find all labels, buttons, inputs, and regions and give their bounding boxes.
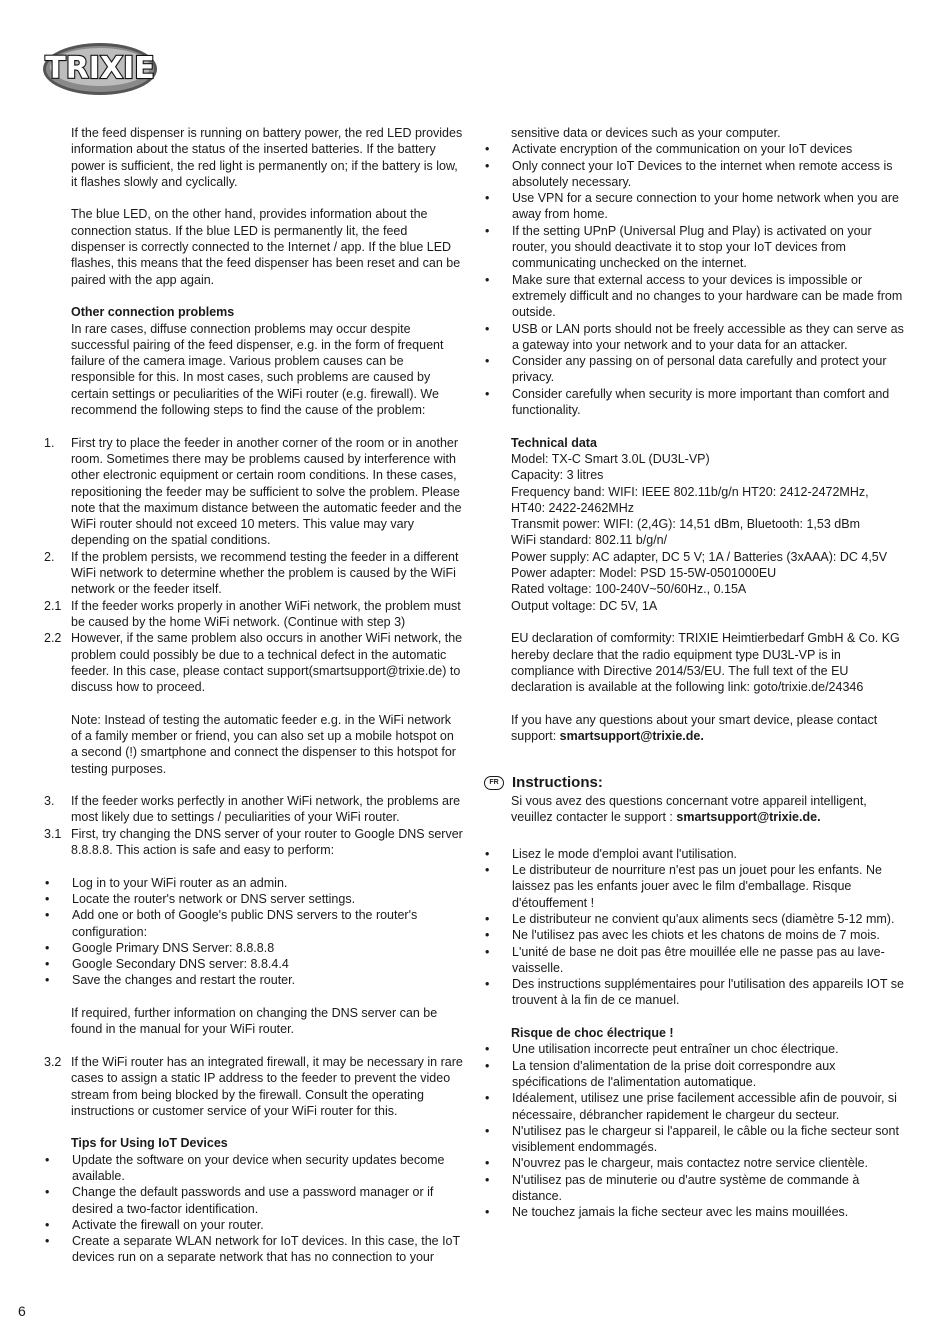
bullet-item	[484, 1090, 906, 1123]
bullet-text: N'utilisez pas le chargeur si l'appareil, le câble ou la fiche secteur sont visiblement endommagés.	[512, 1123, 899, 1155]
step-text: If the WiFi router has an integrated firewall, it may be necessary in rare cases to assign a static IP address to the feeder to prevent the video stream from being blocked by the firewall. Consult the operating instructions or customer service of your WiFi router for this.	[71, 1054, 463, 1118]
bullet-item	[44, 956, 464, 972]
logo-text: TRIXIE	[45, 51, 155, 86]
bullet-text: Activate encryption of the communication on your IoT devices	[512, 142, 853, 157]
bullet-item	[44, 891, 464, 907]
bullet-text: N'utilisez pas de minuterie ou d'autre système de commande à distance.	[512, 1172, 860, 1203]
bullet-item	[44, 907, 464, 940]
bullet-text: La tension d'alimentation de la prise doit correspondre aux spécifications de l'alimentation automatique.	[512, 1058, 836, 1089]
iot-bullet-list-right	[484, 141, 906, 418]
technical-data-list	[511, 451, 906, 614]
bullet-marker: •	[485, 191, 490, 206]
step-number: 1.	[44, 435, 55, 450]
dns-info-paragraph: If required, further information on changing the DNS server can be found in the manual for your WiFi router.	[71, 1006, 438, 1037]
bullet-item	[44, 972, 464, 988]
step-number: 2.	[44, 549, 55, 564]
bullet-marker: •	[485, 1042, 490, 1057]
step-item	[44, 793, 464, 826]
bullet-text: Log in to your WiFi router as an admin.	[72, 875, 288, 890]
bullet-text: Use VPN for a secure connection to your home network when you are away from home.	[512, 191, 900, 222]
bullet-text: Activate the firewall on your router.	[72, 1217, 264, 1232]
tech-data-line: Rated voltage: 100-240V~50/60Hz., 0.15A	[511, 582, 747, 597]
tech-data-line: Model: TX-C Smart 3.0L (DU3L-VP)	[511, 451, 710, 466]
bullet-text: Change the default passwords and use a password manager or if desired a two-factor identification.	[72, 1185, 434, 1216]
tech-data-line: WiFi standard: 802.11 b/g/n/	[511, 533, 668, 548]
tech-data-line: Power supply: AC adapter, DC 5 V; 1A / Batteries (3xAAA): DC 4,5V	[511, 549, 888, 564]
right-column	[484, 125, 906, 1221]
bullet-text: Idéalement, utilisez une prise facilement accessible afin de pouvoir, si nécessaire, débrancher rapidement le chargeur du secteur.	[512, 1091, 897, 1122]
bullet-marker: •	[485, 1156, 490, 1171]
bullet-marker: •	[485, 1172, 490, 1187]
bullet-marker: •	[45, 891, 50, 906]
iot-bullet-list-left	[44, 1152, 464, 1266]
step-number: 2.2	[44, 631, 62, 646]
bullet-text: L'unité de base ne doit pas être mouillée elle ne passe pas au lave-vaisselle.	[512, 944, 885, 975]
bullet-text: Only connect your IoT Devices to the internet when remote access is absolutely necessary.	[512, 158, 893, 189]
bullet-text: Save the changes and restart the router.	[72, 973, 296, 988]
questions-text: If you have any questions about your smart device, please contact support:	[511, 712, 878, 743]
tech-data-line: Power adapter: Model: PSD 15-5W-0501000EU	[511, 566, 777, 581]
bullet-text: N'ouvrez pas le chargeur, mais contactez notre service clientèle.	[512, 1156, 869, 1171]
fr-instructions-heading	[484, 775, 906, 791]
bullet-marker: •	[485, 977, 490, 992]
bullet-item	[484, 386, 906, 419]
fr-language-badge: FR	[484, 776, 504, 790]
bullet-text: Consider any passing on of personal data carefully and protect your privacy.	[512, 354, 887, 385]
tech-data-line: Output voltage: DC 5V, 1A	[511, 598, 658, 613]
tech-data-line: Frequency band: WIFI: IEEE 802.11b/g/n HT20: 2412-2472MHz, HT40: 2422-2462MHz	[511, 484, 869, 515]
fr-support-email: smartsupport@trixie.de.	[676, 810, 821, 825]
bullet-item	[484, 927, 906, 943]
step-number: 2.1	[44, 598, 62, 613]
bullet-marker: •	[485, 846, 490, 861]
bullet-text: Google Primary DNS Server: 8.8.8.8	[72, 940, 275, 955]
bullet-marker: •	[45, 940, 50, 955]
bullet-text: If the setting UPnP (Universal Plug and Play) is activated on your router, you should deactivate it to stop your IoT devices from communicating unchecked on the internet.	[512, 223, 872, 271]
bullet-marker: •	[45, 1152, 50, 1167]
shock-bullet-list	[484, 1041, 906, 1220]
page-number: 6	[18, 1303, 26, 1319]
bullet-marker: •	[485, 142, 490, 157]
step-number: 3.	[44, 794, 55, 809]
bullet-marker: •	[45, 1185, 50, 1200]
eu-declaration-paragraph: EU declaration of comformity: TRIXIE Heimtierbedarf GmbH & Co. KG hereby declare that the radio equipment type DU3L-VP is in compliance with Directive 2014/53/EU. The full text of the EU declaration is available at the following link: goto/trixie.de/24346	[511, 631, 900, 695]
bullet-marker: •	[485, 272, 490, 287]
bullet-item	[484, 1155, 906, 1171]
bullet-text: USB or LAN ports should not be freely accessible as they can serve as a gateway into your network and to your data for an attacker.	[512, 321, 904, 352]
bullet-item	[484, 321, 906, 354]
trixie-logo	[40, 40, 160, 98]
bullet-marker: •	[485, 863, 490, 878]
continuation-text: sensitive data or devices such as your computer.	[511, 126, 781, 140]
bullet-marker: •	[45, 1234, 50, 1249]
bullet-text: Make sure that external access to your devices is impossible or extremely difficult and no changes to your hardware can be made from outside.	[512, 272, 903, 320]
bullet-item	[44, 875, 464, 891]
step-item	[44, 549, 464, 598]
bullet-marker: •	[45, 875, 50, 890]
bullet-item	[44, 940, 464, 956]
tech-data-line: Transmit power: WIFI: (2,4G): 14,51 dBm, Bluetooth: 1,53 dBm	[511, 517, 860, 532]
bullet-marker: •	[45, 957, 50, 972]
bullet-item	[484, 158, 906, 191]
bullet-item	[44, 1152, 464, 1185]
bullet-item	[484, 353, 906, 386]
bullet-text: Le distributeur ne convient qu'aux aliments secs (diamètre 5-12 mm).	[512, 911, 895, 926]
fr-heading-text: Instructions:	[512, 773, 603, 791]
bullet-marker: •	[485, 1091, 490, 1106]
bullet-marker: •	[485, 354, 490, 369]
step-text: First try to place the feeder in another corner of the room or in another room. Sometimes there may be problems caused by interference with other electronic equipment or certain room conditions. In these cases, repositioning the feeder may be sufficient to solve the problem. Please note that the maximum distance between the automatic feeder and the WiFi router should not exceed 10 meters. This value may vary depending on the spatial conditions.	[71, 435, 462, 548]
questions-paragraph	[511, 712, 906, 745]
bullet-marker: •	[485, 1205, 490, 1220]
steps-list-a	[44, 435, 464, 696]
bullet-item	[484, 1058, 906, 1091]
technical-data-heading: Technical data	[511, 435, 597, 450]
bullet-item	[484, 911, 906, 927]
bullet-item	[484, 1204, 906, 1220]
iot-tips-heading: Tips for Using IoT Devices	[71, 1136, 228, 1151]
bullet-item	[484, 944, 906, 977]
bullet-item	[484, 976, 906, 1009]
bullet-item	[484, 141, 906, 157]
step-3-2	[44, 1054, 464, 1119]
bullet-marker: •	[485, 158, 490, 173]
step-item	[44, 598, 464, 631]
bullet-text: Add one or both of Google's public DNS servers to the router's configuration:	[72, 908, 418, 939]
bullet-text: Consider carefully when security is more important than comfort and functionality.	[512, 386, 890, 418]
bullet-item	[484, 1123, 906, 1156]
bullet-marker: •	[485, 1123, 490, 1138]
left-column	[44, 125, 464, 1266]
bullet-item	[484, 272, 906, 321]
bullet-marker: •	[485, 386, 490, 401]
blue-led-paragraph: The blue LED, on the other hand, provides information about the connection status. If the blue LED is permanently lit, the feed dispenser is correctly connected to the Internet / app. If the blue LED flashes, this means that the feed dispenser has been reset and can be paired with the app again.	[71, 207, 461, 287]
bullet-marker: •	[45, 908, 50, 923]
bullet-text: Des instructions supplémentaires pour l'utilisation des appareils IOT se trouvent à la fin de ce manuel.	[512, 977, 904, 1008]
bullet-marker: •	[485, 911, 490, 926]
bullet-item	[44, 1184, 464, 1217]
bullet-item	[44, 1217, 464, 1233]
bullet-text: Update the software on your device when security updates become available.	[72, 1152, 445, 1183]
battery-paragraph: If the feed dispenser is running on battery power, the red LED provides information about the status of the inserted batteries. If the battery power is sufficient, the red light is permanently on; if the battery is low, it flashes slowly and cyclically.	[71, 126, 463, 189]
step-text: First, try changing the DNS server of your router to Google DNS server 8.8.8.8. This action is safe and easy to perform:	[71, 826, 463, 858]
step-text: If the feeder works properly in another WiFi network, the problem must be caused by the home WiFi network. (Continue with step 3)	[71, 598, 461, 629]
step-item	[44, 435, 464, 549]
other-problems-heading: Other connection problems	[71, 305, 235, 320]
dns-bullet-list	[44, 875, 464, 989]
steps-list-b	[44, 793, 464, 858]
step-text: If the feeder works perfectly in another WiFi network, the problems are most likely due to settings / peculiarities of your WiFi router.	[71, 794, 461, 825]
bullet-marker: •	[485, 1058, 490, 1073]
bullet-text: Ne touchez jamais la fiche secteur avec les mains mouillées.	[512, 1205, 849, 1220]
fr-intro-text: Si vous avez des questions concernant votre appareil intelligent, veuillez contacter le support :	[511, 793, 867, 825]
shock-risk-heading: Risque de choc électrique !	[511, 1026, 674, 1041]
other-problems-paragraph: In rare cases, diffuse connection problems may occur despite successful pairing of the feed dispenser, e.g. in the form of frequent failure of the camera image. Various problem causes can be responsible for this. In most cases, such problems are caused by certain settings or peculiarities of the WiFi router (e.g. firewall). We recommend the following steps to find the cause of the problem:	[71, 321, 444, 418]
bullet-text: Ne l'utilisez pas avec les chiots et les chatons de moins de 7 mois.	[512, 928, 880, 943]
bullet-marker: •	[45, 1217, 50, 1232]
fr-bullet-list	[484, 846, 906, 1009]
support-email: smartsupport@trixie.de.	[559, 728, 704, 743]
bullet-text: Lisez le mode d'emploi avant l'utilisation.	[512, 846, 738, 861]
step-item	[44, 630, 464, 695]
bullet-marker: •	[485, 944, 490, 959]
bullet-text: Le distributeur de nourriture n'est pas un jouet pour les enfants. Ne laissez pas les enfants jouer avec le film d'emballage. Risque d'étouffement !	[512, 863, 882, 910]
step-text: However, if the same problem also occurs in another WiFi network, the problem could possibly be due to a technical defect in the automatic feeder. In this case, please contact support(smartsupport@trixie.de) to discuss how to proceed.	[71, 631, 463, 695]
step-item	[44, 826, 464, 859]
bullet-text: Locate the router's network or DNS server settings.	[72, 891, 356, 906]
step-text: If the problem persists, we recommend testing the feeder in a different WiFi network to determine whether the problem is caused by the WiFi network or the feeder itself.	[71, 549, 459, 597]
bullet-item	[484, 1041, 906, 1057]
bullet-marker: •	[485, 928, 490, 943]
bullet-text: Create a separate WLAN network for IoT devices. In this case, the IoT devices run on a separate network that has no connection to your	[72, 1234, 460, 1265]
bullet-marker: •	[485, 321, 490, 336]
step-number: 3.2	[44, 1054, 62, 1069]
bullet-item	[484, 846, 906, 862]
note-paragraph: Note: Instead of testing the automatic feeder e.g. in the WiFi network of a family member or friend, you can also set up a mobile hotspot on a second (!) smartphone and connect the dispenser to this hotspot for testing purposes.	[71, 712, 456, 776]
bullet-text: Une utilisation incorrecte peut entraîner un choc électrique.	[512, 1042, 839, 1057]
bullet-item	[484, 223, 906, 272]
fr-intro-paragraph	[511, 793, 906, 826]
bullet-item	[484, 1172, 906, 1205]
bullet-item	[484, 190, 906, 223]
tech-data-line: Capacity: 3 litres	[511, 468, 604, 483]
bullet-text: Google Secondary DNS server: 8.8.4.4	[72, 957, 289, 972]
bullet-marker: •	[45, 973, 50, 988]
step-number: 3.1	[44, 826, 62, 841]
bullet-item	[484, 862, 906, 911]
bullet-marker: •	[485, 223, 490, 238]
bullet-item	[44, 1233, 464, 1266]
